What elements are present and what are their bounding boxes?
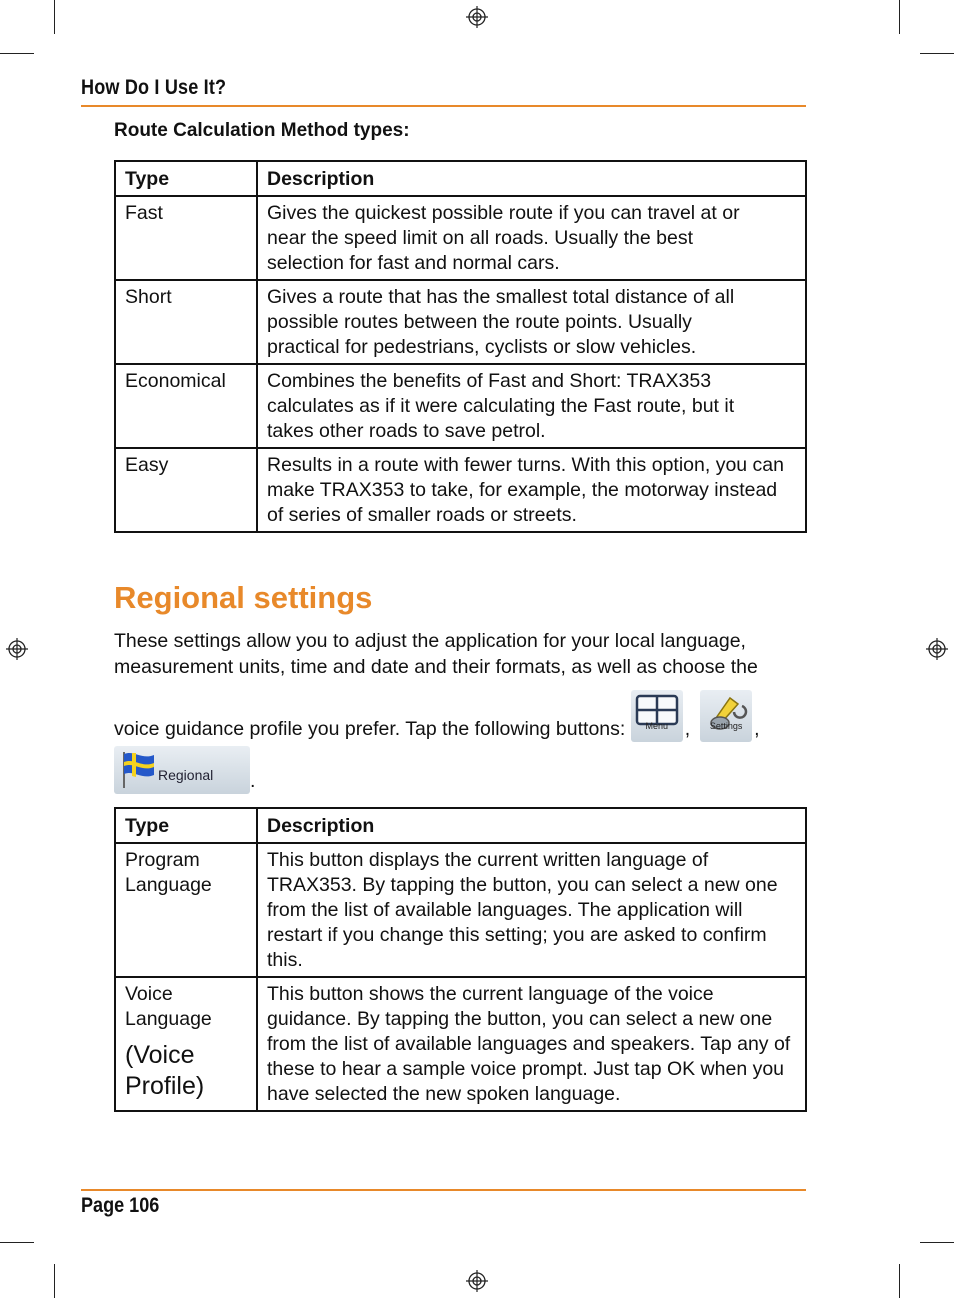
settings-button[interactable] <box>700 690 752 742</box>
registration-mark-icon <box>466 6 488 28</box>
regional-button[interactable] <box>114 746 250 794</box>
page-header: How Do I Use It? <box>81 76 227 99</box>
row-description: This button displays the current written language of TRAX353. By tapping the button, you can select a new one from the list of available languages. The application will restart if you change this setting; you are asked to confirm this. <box>257 843 806 977</box>
table-row <box>115 977 806 1111</box>
crop-mark <box>0 53 34 54</box>
crop-mark <box>920 1242 954 1243</box>
row-type: Program Language <box>115 843 257 977</box>
registration-mark-icon <box>926 638 948 660</box>
row-type: Short <box>115 280 257 364</box>
regional-button-label: Regional <box>158 767 214 783</box>
column-header-type: Type <box>115 161 257 196</box>
table-row <box>115 448 806 532</box>
row-type: Easy <box>115 448 257 532</box>
row-description: Results in a route with fewer turns. With this option, you can make TRAX353 to take, for example, the motorway instead of series of smaller roads or streets. <box>257 448 806 532</box>
footer-divider <box>81 1189 806 1191</box>
table-row <box>115 843 806 977</box>
row-type-extra: (Voice Profile) <box>125 1041 205 1100</box>
separator: , <box>754 718 760 740</box>
paragraph-line: These settings allow you to adjust the application for your local language, <box>114 630 746 652</box>
table-row <box>115 364 806 448</box>
table-header-row <box>115 161 806 196</box>
row-description: Gives a route that has the smallest total distance of all possible routes between the route points. Usually practical for pedestrians, cyclists or slow vehicles. <box>257 280 806 364</box>
row-description: Gives the quickest possible route if you can travel at or near the speed limit on all roads. Usually the best selection for fast and normal cars. <box>257 196 806 280</box>
row-description: Combines the benefits of Fast and Short: TRAX353 calculates as if it were calculating the Fast route, but it takes other roads to save petrol. <box>257 364 806 448</box>
table-row <box>115 280 806 364</box>
header-divider <box>81 105 806 107</box>
separator: , <box>684 718 691 740</box>
row-type: Fast <box>115 196 257 280</box>
registration-mark-icon <box>466 1270 488 1292</box>
column-header-description: Description <box>257 161 806 196</box>
crop-mark <box>920 53 954 54</box>
paragraph-line <box>114 690 814 742</box>
paragraph-line <box>114 746 814 794</box>
table-header-row <box>115 808 806 843</box>
section-title: Regional settings <box>114 580 373 615</box>
crop-mark <box>54 1264 55 1298</box>
row-type-label: Voice Language <box>125 983 212 1030</box>
column-header-description: Description <box>257 808 806 843</box>
table-row <box>115 196 806 280</box>
flag-icon <box>116 748 160 792</box>
row-type: Economical <box>115 364 257 448</box>
route-method-subheading: Route Calculation Method types: <box>114 120 410 141</box>
paragraph-line: measurement units, time and date and their formats, as well as choose the <box>114 656 758 678</box>
menu-button[interactable] <box>631 690 683 742</box>
paragraph-text: voice guidance profile you prefer. Tap the following buttons: <box>114 718 631 740</box>
column-header-type: Type <box>115 808 257 843</box>
row-description: This button shows the current language of the voice guidance. By tapping the button, you can select a new one from the list of available languages and speakers. Tap any of these to hear a sample voice prompt. Just tap OK when you have selected the new spoken language. <box>257 977 806 1111</box>
row-type <box>115 977 257 1111</box>
crop-mark <box>54 0 55 34</box>
menu-button-label: Menu <box>645 721 668 731</box>
route-method-table <box>114 160 807 533</box>
settings-button-label: Settings <box>709 721 743 731</box>
regional-settings-table <box>114 807 807 1112</box>
page-number: Page 106 <box>81 1194 160 1217</box>
crop-mark <box>899 1264 900 1298</box>
regional-intro-paragraph <box>114 628 814 794</box>
sentence-end: . <box>250 770 256 792</box>
registration-mark-icon <box>6 638 28 660</box>
crop-mark <box>0 1242 34 1243</box>
crop-mark <box>899 0 900 34</box>
